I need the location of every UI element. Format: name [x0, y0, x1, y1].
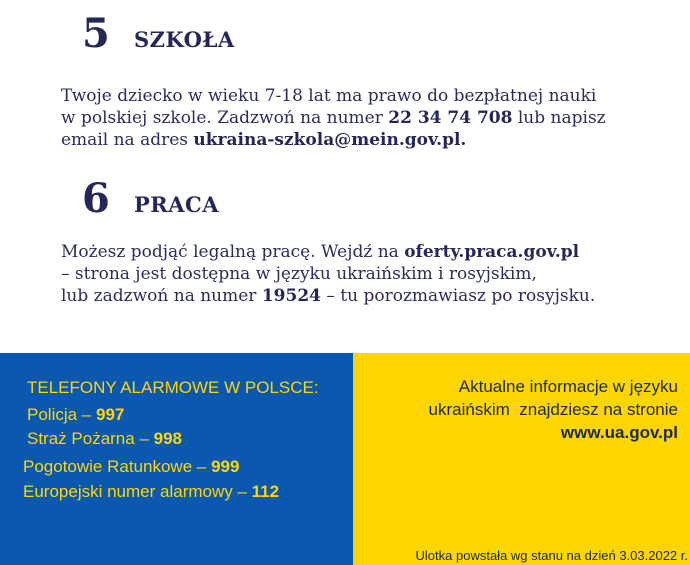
section-6-text [61, 241, 661, 307]
emergency-number: 997 [95, 405, 125, 424]
body-text: Możesz podjąć legalną pracę. Wejdź na [61, 242, 405, 262]
body-text: email na adres [61, 130, 194, 150]
emergency-label: Pogotowie Ratunkowe – [23, 457, 212, 476]
section-number: 5 [82, 10, 110, 57]
text-line [61, 85, 661, 107]
body-text: w polskiej szkole. Zadzwoń na numer [61, 108, 389, 128]
emergency-label: Policja – [27, 405, 96, 424]
text-line [61, 129, 661, 151]
section-number: 6 [82, 175, 110, 222]
bottom-banner [0, 353, 690, 565]
emergency-item-police [27, 405, 124, 425]
text-line [61, 107, 661, 129]
footnote: Ulotka powstała wg stanu na dzień 3.03.2022 r. [415, 548, 688, 563]
highlight-text: ukraina-szkola@mein.gov.pl. [193, 130, 467, 150]
info-text [429, 375, 678, 444]
body-text: – tu porozmawiasz po rosyjsku. [321, 286, 596, 306]
emergency-item-ambulance [23, 457, 239, 477]
emergency-item-fire [27, 429, 182, 449]
body-text: – strona jest dostępna w języku ukraińskim i rosyjskim, [61, 264, 537, 284]
section-6-header [82, 175, 219, 222]
website-link[interactable]: www.ua.gov.pl [560, 423, 678, 442]
highlight-text: 22 34 74 708 [388, 108, 513, 128]
body-text: lub zadzwoń na numer [61, 286, 262, 306]
section-title: PRACA [134, 192, 220, 217]
info-panel [353, 353, 690, 565]
info-line-2: ukraińskim znajdziesz na stronie [428, 400, 678, 419]
highlight-text: 19524 [261, 286, 321, 306]
emergency-item-european [23, 482, 279, 502]
text-line [61, 263, 661, 285]
emergency-heading: TELEFONY ALARMOWE W POLSCE: [27, 378, 319, 397]
body-text: Twoje dziecko w wieku 7-18 lat ma prawo do bezpłatnej nauki [61, 86, 597, 106]
text-line [61, 241, 661, 263]
section-5-header [82, 10, 235, 57]
emergency-number: 999 [211, 457, 240, 476]
highlight-text: oferty.praca.gov.pl [404, 242, 580, 262]
info-line-1: Aktualne informacje w języku [458, 377, 678, 396]
emergency-number: 998 [153, 429, 182, 448]
emergency-label: Europejski numer alarmowy – [23, 482, 252, 501]
section-title: SZKOŁA [134, 27, 235, 52]
emergency-label: Straż Pożarna – [27, 429, 154, 448]
body-text: lub napisz [512, 108, 606, 128]
emergency-panel [0, 353, 353, 565]
section-5-text [61, 85, 661, 151]
text-line [61, 285, 661, 307]
emergency-number: 112 [251, 482, 280, 501]
